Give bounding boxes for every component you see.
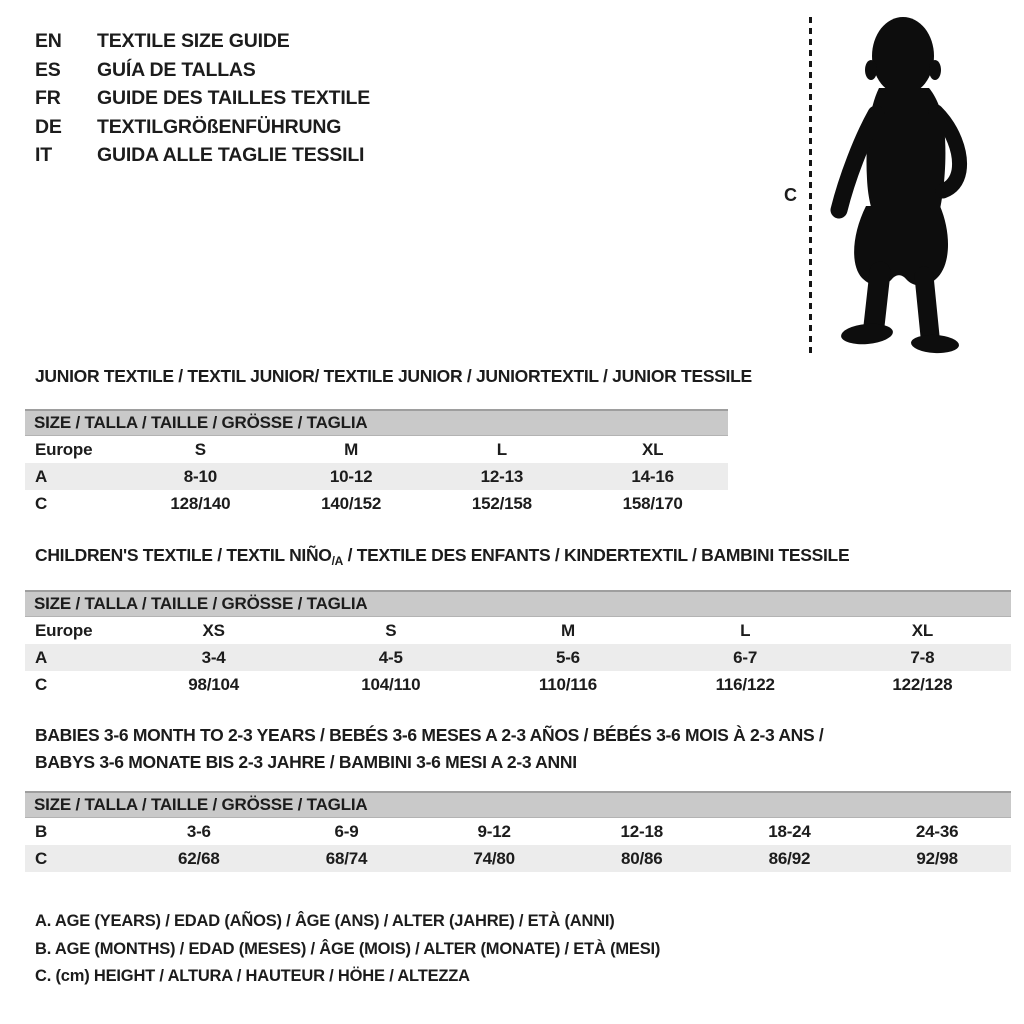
row-label-cell: A xyxy=(25,463,125,490)
value-cell: 86/92 xyxy=(716,845,864,872)
row-label-cell: C xyxy=(25,845,125,872)
junior-section-title: JUNIOR TEXTILE / TEXTIL JUNIOR/ TEXTILE JUNIOR / JUNIORTEXTIL / JUNIOR TESSILE xyxy=(35,366,752,386)
value-cell: L xyxy=(496,439,507,459)
babies-table-grid xyxy=(25,818,1011,872)
children-title-text: / TEXTILE DES ENFANTS / KINDERTEXTIL / BAMBINI TESSILE xyxy=(343,545,850,565)
babies-section-title xyxy=(35,722,824,776)
value-cell: 8-10 xyxy=(125,463,276,490)
value-cell: 122/128 xyxy=(892,674,953,694)
value-cell: 24-36 xyxy=(915,821,959,841)
value-cell: 5-6 xyxy=(479,644,656,671)
value-cell: 12-18 xyxy=(620,821,664,841)
children-title-text: CHILDREN'S TEXTILE / TEXTIL NIÑO xyxy=(35,545,332,565)
value-cell: M xyxy=(344,439,359,459)
value-cell: 152/158 xyxy=(471,493,532,513)
value-cell: 158/170 xyxy=(622,493,683,513)
value-cell: 80/86 xyxy=(568,845,716,872)
row-label-cell: C xyxy=(35,493,48,513)
value-cell: 3-6 xyxy=(186,821,211,841)
legend-age-months: B. AGE (MONTHS) / EDAD (MESES) / ÂGE (MOIS) / ALTER (MONATE) / ETÀ (MESI) xyxy=(35,939,661,958)
value-cell: XS xyxy=(202,620,225,640)
value-cell: 9-12 xyxy=(477,821,511,841)
legend-height-cm: C. (cm) HEIGHT / ALTURA / HAUTEUR / HÖHE / ALTEZZA xyxy=(35,967,470,985)
value-cell: S xyxy=(385,620,397,640)
language-row xyxy=(35,84,370,113)
table-row xyxy=(25,490,728,517)
value-cell: 12-13 xyxy=(427,463,578,490)
row-label-cell: B xyxy=(35,821,48,841)
language-code: EN xyxy=(35,30,62,52)
language-code: DE xyxy=(35,115,62,138)
table-row xyxy=(25,436,728,463)
guide-title-en: TEXTILE SIZE GUIDE xyxy=(97,30,290,52)
value-cell: 6-9 xyxy=(334,821,359,841)
legend-age-years: A. AGE (YEARS) / EDAD (AÑOS) / ÂGE (ANS) / ALTER (JAHRE) / ETÀ (ANNI) xyxy=(35,912,615,930)
table-row xyxy=(25,671,1011,698)
value-cell: S xyxy=(194,439,206,459)
toddler-silhouette-icon xyxy=(822,12,972,354)
language-code: FR xyxy=(35,87,61,110)
babies-size-table xyxy=(25,791,1011,872)
guide-title-fr: GUIDE DES TAILLES TEXTILE xyxy=(97,87,371,110)
guide-title-it: GUIDA ALLE TAGLIE TESSILI xyxy=(97,144,365,167)
language-code: ES xyxy=(35,58,61,81)
children-table-header: SIZE / TALLA / TAILLE / GRÖSSE / TAGLIA xyxy=(25,590,1011,617)
value-cell: 116/122 xyxy=(715,674,775,694)
table-row xyxy=(25,617,1011,644)
value-cell: M xyxy=(560,620,575,640)
row-label-cell: Europe xyxy=(35,620,93,640)
table-row xyxy=(25,818,1011,845)
row-label-cell: C xyxy=(35,674,48,694)
value-cell: 4-5 xyxy=(302,644,479,671)
table-row xyxy=(25,845,1011,872)
table-row xyxy=(25,644,1011,671)
value-cell: 92/98 xyxy=(863,845,1011,872)
value-cell: 98/104 xyxy=(188,674,239,694)
value-cell: 62/68 xyxy=(125,845,273,872)
children-table-grid xyxy=(25,617,1011,698)
measurement-legend xyxy=(35,908,660,991)
value-cell: 7-8 xyxy=(834,644,1011,671)
babies-table-header: SIZE / TALLA / TAILLE / GRÖSSE / TAGLIA xyxy=(25,791,1011,818)
value-cell: L xyxy=(740,620,751,640)
babies-title-line2: BABYS 3-6 MONATE BIS 2-3 JAHRE / BAMBINI 3-6 MESI A 2-3 ANNI xyxy=(35,752,577,772)
height-dashed-line xyxy=(809,17,812,355)
children-size-table xyxy=(25,590,1011,698)
value-cell: XL xyxy=(641,439,664,459)
language-code: IT xyxy=(35,144,52,167)
value-cell: 14-16 xyxy=(577,463,728,490)
value-cell: 104/110 xyxy=(361,674,421,694)
height-measure-label: C xyxy=(784,185,797,205)
children-title-subscript: /A xyxy=(331,554,344,568)
value-cell: 6-7 xyxy=(657,644,834,671)
language-row xyxy=(35,113,370,142)
babies-title-line1: BABIES 3-6 MONTH TO 2-3 YEARS / BEBÉS 3-6 MESES A 2-3 AÑOS / BÉBÉS 3-6 MOIS À 2-3 ANS / xyxy=(35,725,824,745)
row-label-cell: A xyxy=(25,644,125,671)
language-row xyxy=(35,141,370,170)
value-cell: 128/140 xyxy=(170,493,231,513)
table-row xyxy=(25,463,728,490)
language-title-list xyxy=(35,27,370,170)
row-label-cell: Europe xyxy=(35,439,93,459)
value-cell: 3-4 xyxy=(125,644,302,671)
height-figure xyxy=(780,8,990,360)
children-section-title xyxy=(35,545,849,568)
language-row xyxy=(35,56,370,85)
language-row xyxy=(35,27,370,56)
value-cell: 110/116 xyxy=(538,674,598,694)
value-cell: XL xyxy=(911,620,934,640)
value-cell: 74/80 xyxy=(420,845,568,872)
junior-table-grid xyxy=(25,436,728,517)
guide-title-de: TEXTILGRÖßENFÜHRUNG xyxy=(97,115,342,138)
value-cell: 68/74 xyxy=(273,845,421,872)
value-cell: 18-24 xyxy=(768,821,811,841)
guide-title-es: GUÍA DE TALLAS xyxy=(97,58,256,81)
value-cell: 140/152 xyxy=(321,493,382,513)
value-cell: 10-12 xyxy=(276,463,427,490)
junior-table-header: SIZE / TALLA / TAILLE / GRÖSSE / TAGLIA xyxy=(25,409,728,436)
junior-size-table xyxy=(25,409,728,517)
